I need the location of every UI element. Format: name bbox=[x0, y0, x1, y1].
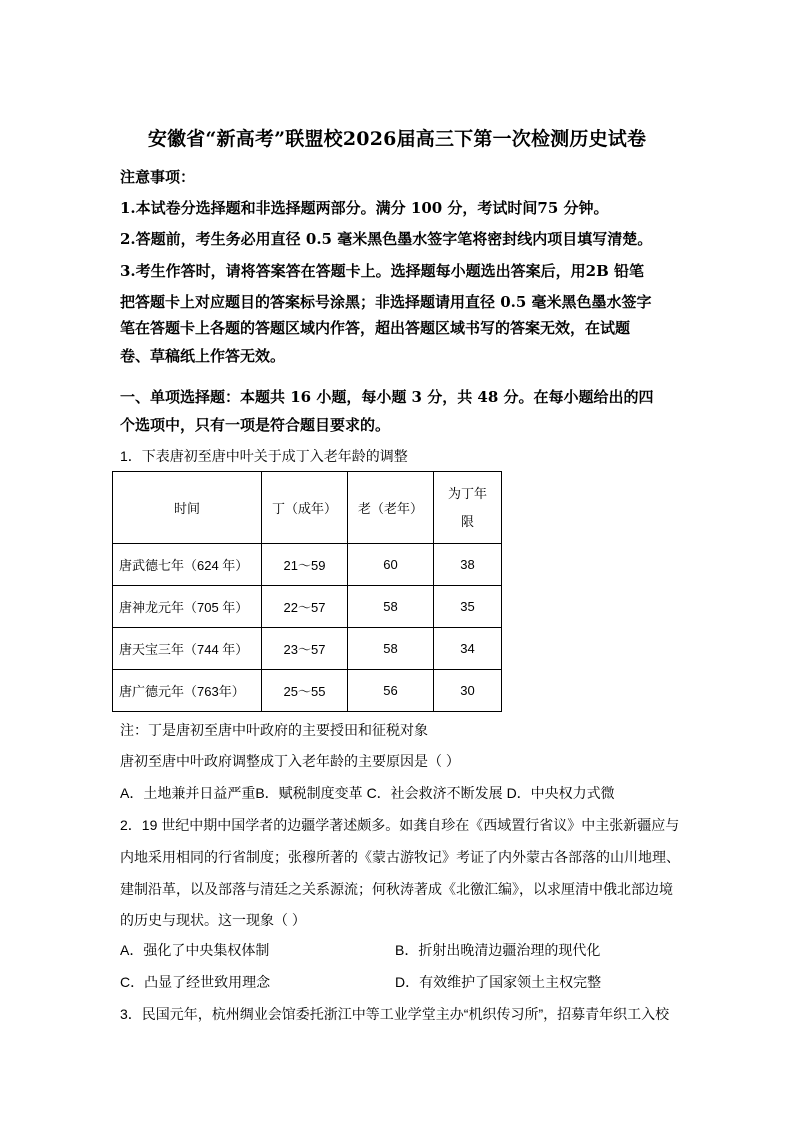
notice-item-2: 2.答题前，考生务必用直径 0.5 毫米黑色墨水签字笔将密封线内项目填写清楚。 bbox=[120, 230, 653, 248]
q2-line-2: 内地采用相同的行省制度；张穆所著的《蒙古游牧记》考证了内外蒙古各部落的山川地理、 bbox=[120, 849, 680, 865]
header-adult: 丁（成年） bbox=[262, 472, 348, 544]
header-years-line-1: 为丁年 bbox=[447, 485, 487, 501]
table-row bbox=[113, 544, 502, 586]
cell-adult: 23～57 bbox=[262, 628, 348, 670]
header-years-line-2: 限 bbox=[460, 513, 474, 529]
table-row bbox=[113, 670, 502, 712]
notice-heading: 注意事项： bbox=[120, 168, 196, 186]
header-elder: 老（老年） bbox=[348, 472, 434, 544]
table-header-row bbox=[113, 472, 502, 544]
cell-adult: 21～59 bbox=[262, 544, 348, 586]
cell-elder: 58 bbox=[348, 586, 434, 628]
cell-time: 唐武德七年（624 年） bbox=[113, 544, 262, 586]
q2-option-b: B．折射出晚清边疆治理的现代化 bbox=[395, 942, 601, 958]
section-heading-line-2: 个选项中，只有一项是符合题目要求的。 bbox=[120, 416, 391, 434]
notice-item-3-line-4: 卷、草稿纸上作答无效。 bbox=[120, 347, 286, 365]
q1-options: A．土地兼并日益严重B．赋税制度变革 C．社会救济不断发展 D．中央权力式微 bbox=[120, 785, 615, 801]
header-years bbox=[434, 472, 502, 544]
exam-title: 安徽省“新高考”联盟校2026届高三下第一次检测历史试卷 bbox=[147, 128, 647, 150]
q2-option-d: D．有效维护了国家领土主权完整 bbox=[395, 974, 602, 990]
cell-elder: 58 bbox=[348, 628, 434, 670]
cell-years: 34 bbox=[434, 628, 502, 670]
cell-adult: 22～57 bbox=[262, 586, 348, 628]
age-adjustment-table bbox=[112, 471, 502, 712]
cell-years: 30 bbox=[434, 670, 502, 712]
notice-item-3-line-1: 3.考生作答时，请将答案答在答题卡上。选择题每小题选出答案后，用2B 铅笔 bbox=[120, 262, 644, 280]
q2-option-c: C．凸显了经世致用理念 bbox=[120, 974, 271, 990]
q2-line-3: 建制沿革，以及部落与清廷之关系源流；何秋涛著成《北徼汇编》，以求厘清中俄北部边境 bbox=[120, 881, 673, 897]
q2-line-1: 2．19 世纪中期中国学者的边疆学著述颇多。如龚自珍在《西域置行省议》中主张新疆应与 bbox=[120, 817, 680, 833]
section-heading-line-1: 一、单项选择题：本题共 16 小题，每小题 3 分，共 48 分。在每小题给出的四 bbox=[120, 388, 654, 406]
q1-stem: 1．下表唐初至唐中叶关于成丁入老年龄的调整 bbox=[120, 448, 408, 464]
cell-adult: 25～55 bbox=[262, 670, 348, 712]
cell-elder: 56 bbox=[348, 670, 434, 712]
q1-question: 唐初至唐中叶政府调整成丁入老年龄的主要原因是（ ） bbox=[120, 753, 460, 769]
cell-time: 唐神龙元年（705 年） bbox=[113, 586, 262, 628]
q3-line-1: 3．民国元年，杭州绸业会馆委托浙江中等工业学堂主办“机织传习所”，招募青年织工入校 bbox=[120, 1006, 670, 1022]
q2-line-4: 的历史与现状。这一现象（ ） bbox=[120, 912, 306, 928]
table-row bbox=[113, 628, 502, 670]
cell-years: 38 bbox=[434, 544, 502, 586]
header-time: 时间 bbox=[113, 472, 262, 544]
cell-years: 35 bbox=[434, 586, 502, 628]
q1-note: 注：丁是唐初至唐中叶政府的主要授田和征税对象 bbox=[120, 722, 428, 738]
notice-item-1: 1.本试卷分选择题和非选择题两部分。满分 100 分，考试时间75 分钟。 bbox=[120, 199, 609, 217]
q2-option-a: A．强化了中央集权体制 bbox=[120, 942, 270, 958]
table-row bbox=[113, 586, 502, 628]
cell-time: 唐广德元年（763年） bbox=[113, 670, 262, 712]
cell-elder: 60 bbox=[348, 544, 434, 586]
cell-time: 唐天宝三年（744 年） bbox=[113, 628, 262, 670]
notice-item-3-line-3: 笔在答题卡上各题的答题区域内作答，超出答题区域书写的答案无效，在试题 bbox=[120, 319, 631, 337]
notice-item-3-line-2: 把答题卡上对应题目的答案标号涂黑；非选择题请用直径 0.5 毫米黑色墨水签字 bbox=[120, 293, 652, 311]
